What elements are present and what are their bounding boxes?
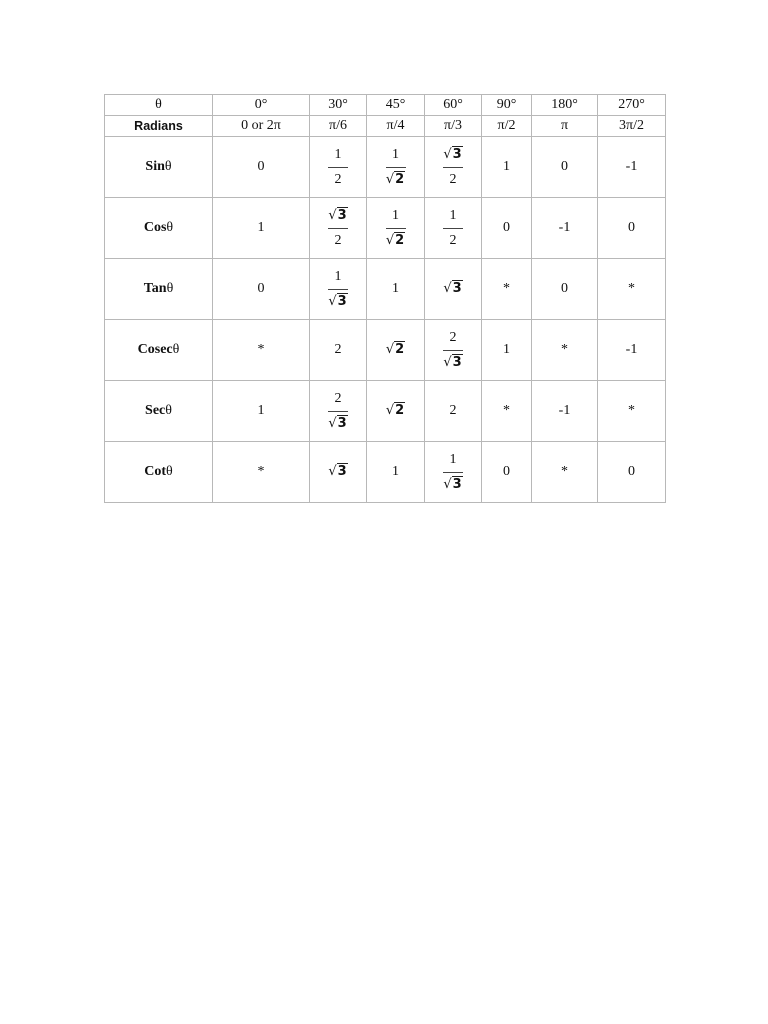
row-function-name: [105, 381, 213, 442]
cell-value: √3: [328, 464, 347, 479]
fraction: [328, 390, 348, 433]
value-cell: [310, 381, 367, 442]
cell-value: -1: [558, 220, 571, 235]
fraction-numerator: 2: [334, 390, 342, 406]
row-function-name: [105, 198, 213, 259]
fraction-bar: [328, 167, 348, 168]
cell-value: 0: [257, 281, 265, 296]
header-cell: 0°: [213, 95, 310, 116]
cell-value: 0: [257, 159, 265, 174]
value-cell: [598, 320, 666, 381]
table-row: [105, 442, 666, 503]
cell-value: 0: [503, 220, 510, 235]
value-cell: [598, 442, 666, 503]
value-cell: [310, 137, 367, 198]
cell-value: 0: [561, 159, 568, 174]
fraction-bar: [386, 228, 406, 229]
value-cell: [213, 198, 310, 259]
header-cell: 270°: [598, 95, 666, 116]
value-cell: [482, 442, 532, 503]
radians-cell: π/6: [310, 116, 367, 137]
value-cell: [367, 198, 425, 259]
fraction-bar: [328, 228, 348, 229]
value-cell: [310, 198, 367, 259]
value-cell: [482, 381, 532, 442]
fraction-bar: [443, 350, 463, 351]
value-cell: [532, 320, 598, 381]
value-cell: [310, 320, 367, 381]
fraction-denominator: √3: [443, 476, 462, 492]
cell-value: 1: [503, 342, 510, 357]
cell-value: √2: [385, 403, 405, 418]
value-cell: [532, 259, 598, 320]
fraction: [443, 146, 463, 189]
function-name: Cot: [144, 464, 167, 479]
cell-value: 2: [334, 342, 342, 357]
value-cell: [425, 137, 482, 198]
value-cell: [213, 259, 310, 320]
cell-value: 1: [392, 281, 399, 296]
cell-value: -1: [625, 159, 638, 174]
value-cell: [367, 381, 425, 442]
value-cell: [532, 137, 598, 198]
fraction-denominator: √3: [328, 415, 347, 431]
degrees-header-row: [105, 95, 666, 116]
function-name: Sin: [145, 159, 165, 174]
fraction-bar: [443, 167, 463, 168]
theta-symbol: θ: [164, 159, 172, 174]
value-cell: [367, 137, 425, 198]
value-cell: [213, 442, 310, 503]
cell-value: 1: [392, 464, 399, 479]
cell-value: 1: [257, 403, 265, 418]
value-cell: [425, 320, 482, 381]
fraction-bar: [328, 411, 348, 412]
header-cell: 45°: [367, 95, 425, 116]
value-cell: [482, 320, 532, 381]
trig-values-table: [104, 94, 666, 503]
theta-symbol: θ: [166, 281, 174, 296]
cell-value: *: [257, 464, 265, 479]
fraction-denominator: 2: [334, 232, 342, 248]
value-cell: [598, 198, 666, 259]
fraction-bar: [386, 167, 406, 168]
radians-header-row: [105, 116, 666, 137]
fraction-bar: [443, 228, 463, 229]
theta-symbol: θ: [166, 464, 173, 479]
cell-value: 0: [503, 464, 510, 479]
value-cell: [482, 198, 532, 259]
row-function-name: [105, 137, 213, 198]
header-cell: 180°: [532, 95, 598, 116]
value-cell: [310, 259, 367, 320]
radians-cell: π/2: [482, 116, 532, 137]
value-cell: [532, 198, 598, 259]
cell-value: 1: [503, 159, 510, 174]
fraction-bar: [328, 289, 348, 290]
fraction-numerator: √3: [328, 207, 347, 223]
row-function-name: [105, 320, 213, 381]
cell-value: *: [257, 342, 265, 357]
radians-cell: 3π/2: [598, 116, 666, 137]
fraction-denominator: √3: [443, 354, 462, 370]
radians-cell: π: [532, 116, 598, 137]
value-cell: [367, 442, 425, 503]
fraction: [386, 146, 406, 189]
fraction-denominator: 2: [449, 171, 457, 187]
fraction-numerator: 1: [449, 451, 457, 467]
fraction: [328, 207, 348, 250]
header-cell: 30°: [310, 95, 367, 116]
row-function-name: [105, 259, 213, 320]
radians-cell: π/4: [367, 116, 425, 137]
fraction-numerator: 1: [334, 268, 342, 284]
fraction-denominator: √2: [385, 171, 405, 187]
value-cell: [482, 259, 532, 320]
cell-value: 0: [628, 220, 635, 235]
fraction-denominator: 2: [334, 171, 342, 187]
cell-value: √2: [385, 342, 405, 357]
fraction-numerator: 1: [392, 146, 399, 162]
fraction: [386, 207, 406, 250]
function-name: Cosec: [137, 342, 173, 357]
value-cell: [598, 137, 666, 198]
function-name: Tan: [143, 281, 167, 296]
value-cell: [310, 442, 367, 503]
cell-value: *: [503, 281, 510, 296]
row-function-name: [105, 442, 213, 503]
cell-value: √3: [443, 281, 462, 296]
header-cell: 60°: [425, 95, 482, 116]
fraction-numerator: 2: [449, 329, 457, 345]
fraction-numerator: 1: [449, 207, 457, 223]
cell-value: 1: [257, 220, 265, 235]
value-cell: [425, 198, 482, 259]
header-cell: 90°: [482, 95, 532, 116]
theta-symbol: θ: [172, 342, 180, 357]
value-cell: [425, 259, 482, 320]
cell-value: *: [628, 281, 635, 296]
radians-cell: π/3: [425, 116, 482, 137]
fraction-numerator: 1: [392, 207, 399, 223]
fraction: [443, 329, 463, 372]
theta-symbol: θ: [166, 220, 174, 235]
table-row: [105, 320, 666, 381]
value-cell: [213, 320, 310, 381]
cell-value: 2: [449, 403, 457, 418]
value-cell: [367, 259, 425, 320]
header-cell: θ: [105, 95, 213, 116]
table-row: [105, 259, 666, 320]
value-cell: [367, 320, 425, 381]
value-cell: [482, 137, 532, 198]
value-cell: [213, 137, 310, 198]
value-cell: [598, 381, 666, 442]
cell-value: 0: [561, 281, 568, 296]
fraction-denominator: 2: [449, 232, 457, 248]
cell-value: *: [561, 464, 568, 479]
cell-value: -1: [625, 342, 638, 357]
theta-symbol: θ: [165, 403, 172, 418]
value-cell: [425, 381, 482, 442]
table-row: [105, 381, 666, 442]
function-name: Cos: [143, 220, 167, 235]
fraction: [443, 207, 463, 250]
radians-label: Radians: [105, 116, 213, 137]
cell-value: 0: [628, 464, 635, 479]
value-cell: [213, 381, 310, 442]
table-row: [105, 137, 666, 198]
fraction-bar: [443, 472, 463, 473]
fraction-numerator: 1: [334, 146, 342, 162]
value-cell: [532, 381, 598, 442]
value-cell: [425, 442, 482, 503]
function-name: Sec: [145, 403, 166, 418]
fraction-numerator: √3: [443, 146, 462, 162]
fraction-denominator: √3: [328, 293, 347, 309]
value-cell: [532, 442, 598, 503]
fraction: [443, 451, 463, 494]
cell-value: -1: [558, 403, 571, 418]
table-row: [105, 198, 666, 259]
radians-cell: 0 or 2π: [213, 116, 310, 137]
cell-value: *: [628, 403, 635, 418]
fraction-denominator: √2: [385, 232, 405, 248]
fraction: [328, 146, 348, 189]
value-cell: [598, 259, 666, 320]
cell-value: *: [503, 403, 510, 418]
cell-value: *: [561, 342, 568, 357]
fraction: [328, 268, 348, 311]
